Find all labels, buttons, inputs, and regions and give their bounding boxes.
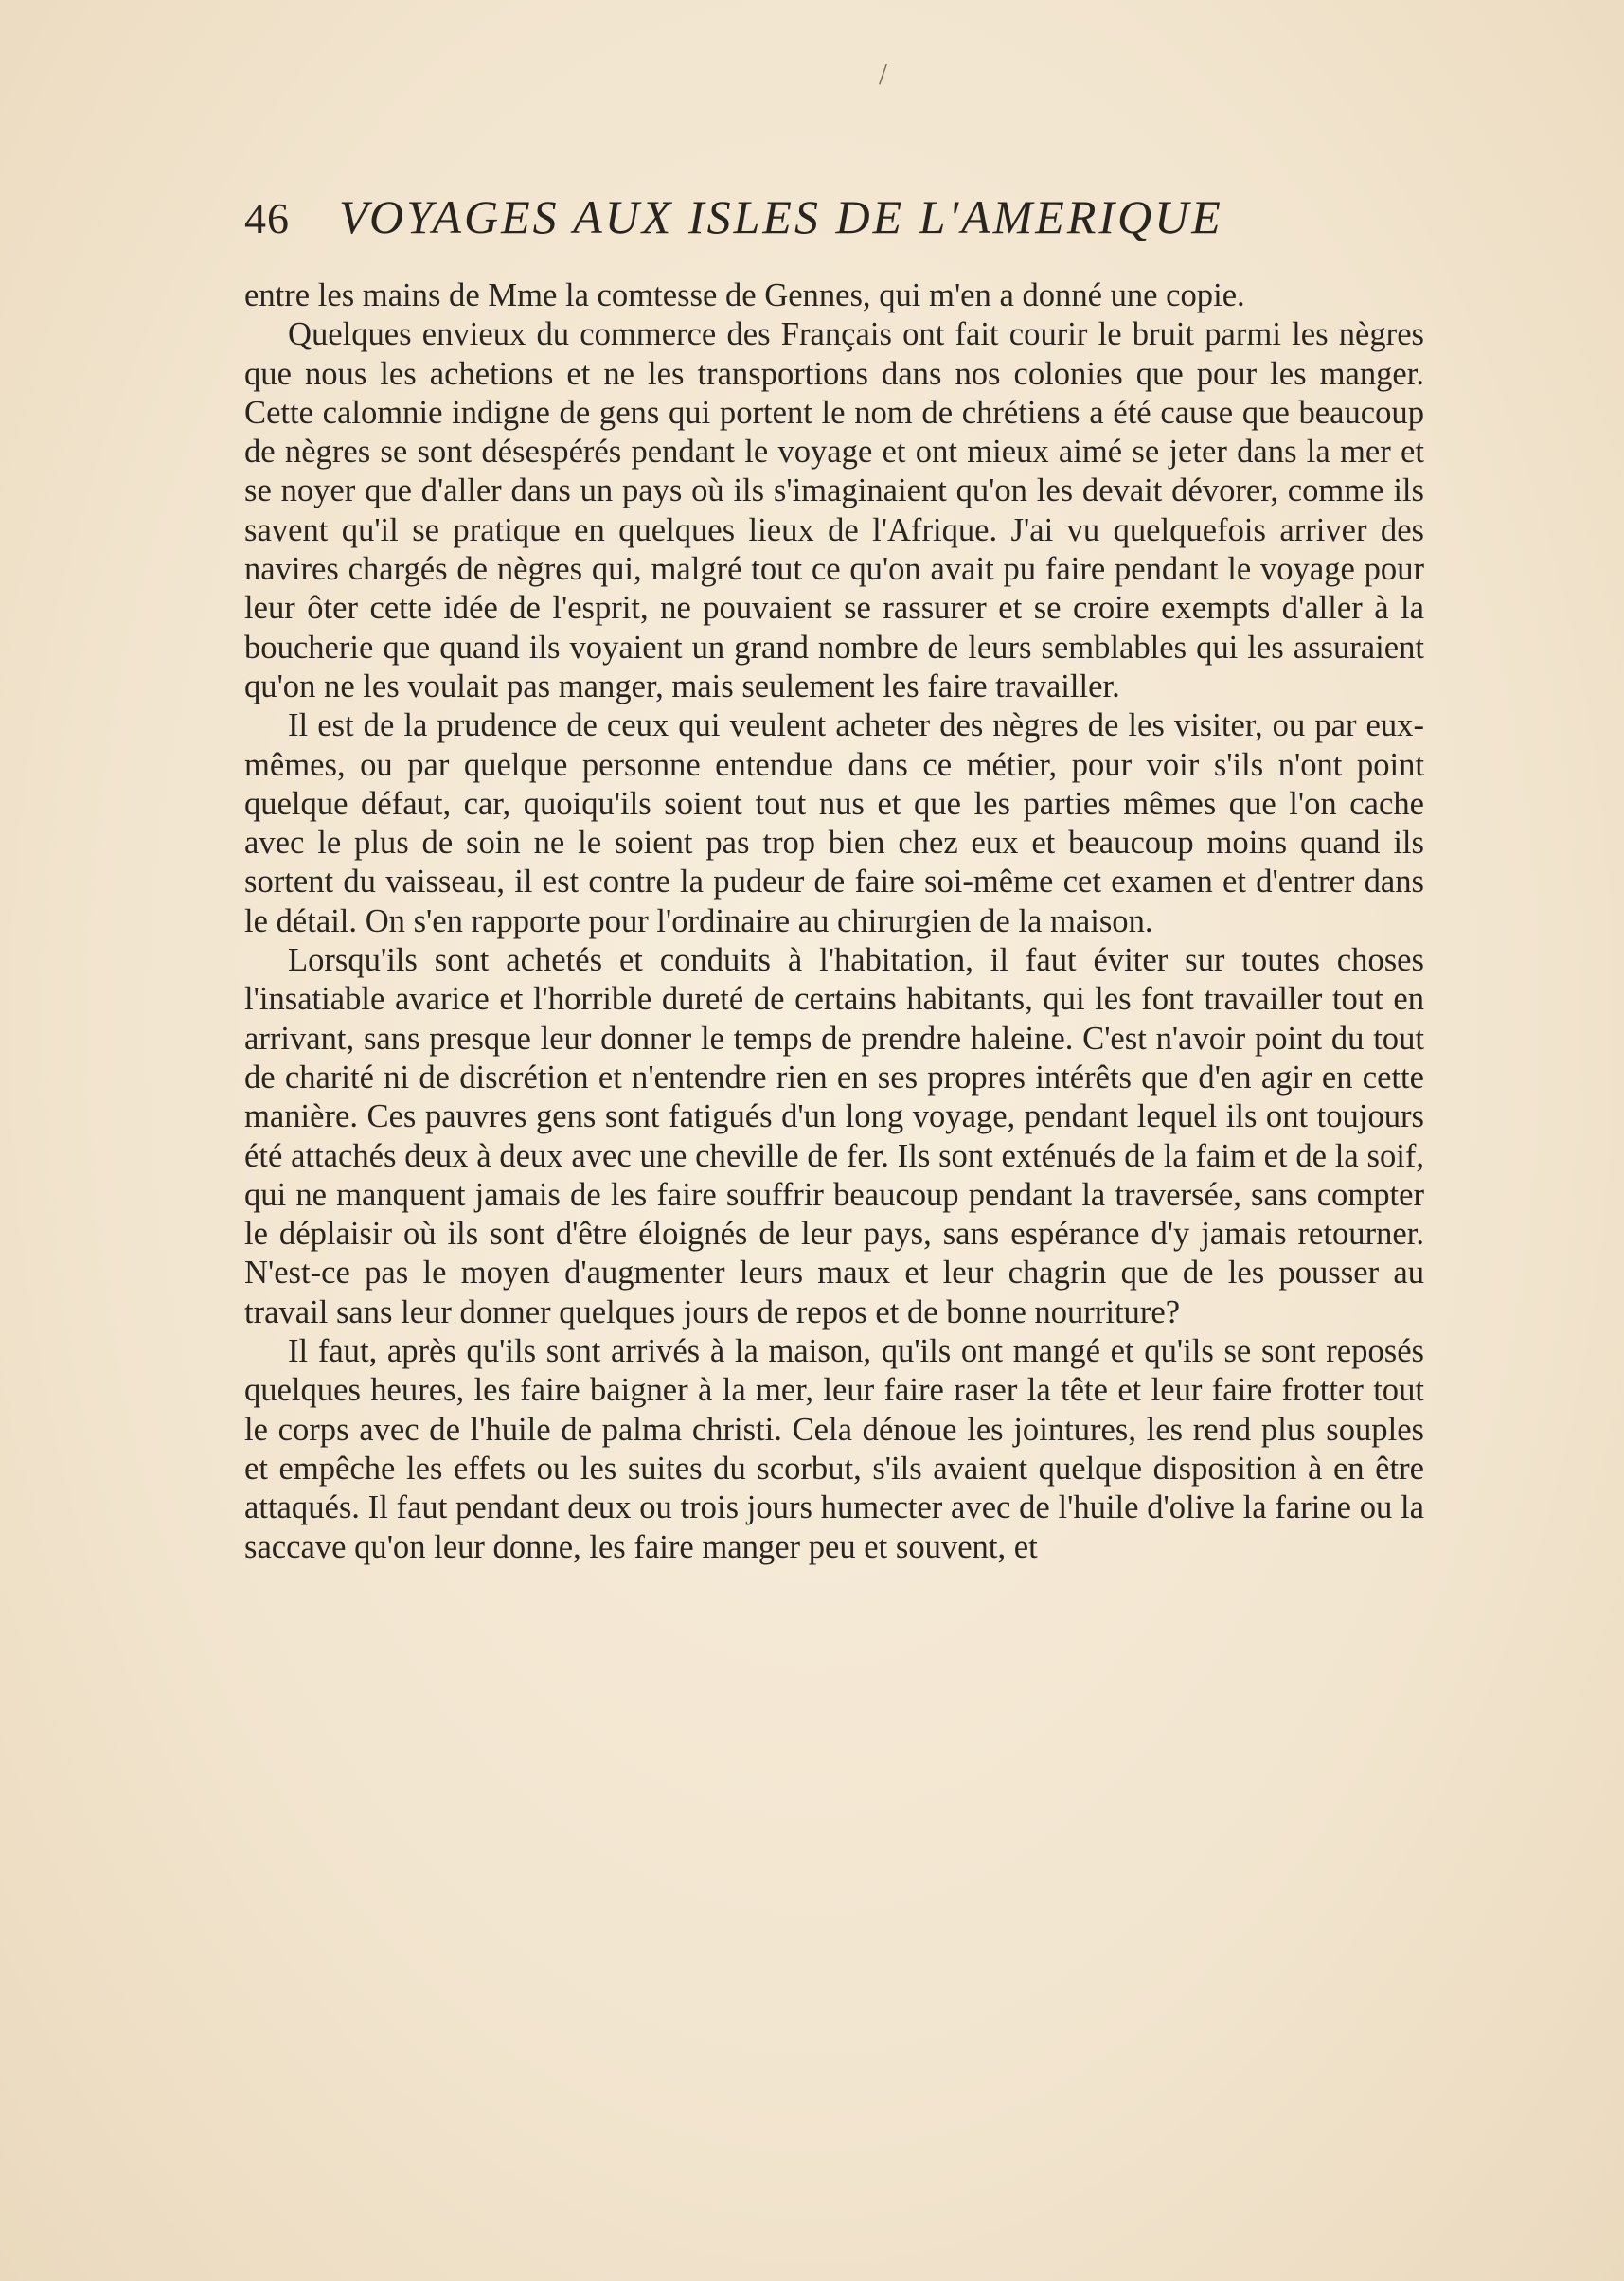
running-title: VOYAGES AUX ISLES DE L'AMERIQUE: [339, 190, 1223, 243]
page-number: 46: [244, 194, 290, 242]
paragraph: entre les mains de Mme la comtesse de Gennes, qui m'en a donné une copie.: [244, 277, 1245, 313]
page-mark: /: [879, 57, 887, 91]
book-page: [244, 189, 1424, 1567]
body-text: [244, 276, 1424, 1567]
page-header: [244, 189, 1424, 256]
paragraph: Lorsqu'ils sont achetés et conduits à l'habitation, il faut éviter sur toutes choses l'insatiable avarice et l'horrible dureté de certains habitants, qui les font travailler tout en arrivant, sans presque leur donner le temps de prendre haleine. C'est n'avoir point du tout de charité ni de discrétion et n'entendre rien en ses propres intérêts que d'en agir en cette manière. Ces pauvres gens sont fatigués d'un long voyage, pendant lequel ils ont toujours été attachés deux à deux avec une cheville de fer. Ils sont exténués de la faim et de la soif, qui ne manquent jamais de les faire souffrir beaucoup pendant la traversée, sans compter le déplaisir où ils sont d'être éloignés de leur pays, sans espérance d'y jamais retourner. N'est-ce pas le moyen d'augmenter leurs maux et leur chagrin que de les pousser au travail sans leur donner quelques jours de repos et de bonne nourriture?: [244, 942, 1424, 1330]
paragraph: Il faut, après qu'ils sont arrivés à la maison, qu'ils ont mangé et qu'ils se sont reposés quelques heures, les faire baigner à la mer, leur faire raser la tête et leur faire frotter tout le corps avec de l'huile de palma christi. Cela dénoue les jointures, les rend plus souples et empêche les effets ou les suites du scorbut, s'ils avaient quelque disposition à en être attaqués. Il faut pendant deux ou trois jours humecter avec de l'huile d'olive la farine ou la saccave qu'on leur donne, les faire manger peu et souvent, et: [244, 1333, 1424, 1565]
paragraph: Quelques envieux du commerce des Français ont fait courir le bruit parmi les nègres que nous les achetions et ne les transportions dans nos colonies que pour les manger. Cette calomnie indigne de gens qui portent le nom de chrétiens a été cause que beaucoup de nègres se sont désespérés pendant le voyage et ont mieux aimé se jeter dans la mer et se noyer que d'aller dans un pays où ils s'imaginaient qu'on les devait dévorer, comme ils savent qu'il se pratique en quelques lieux de l'Afrique. J'ai vu quelquefois arriver des navires chargés de nègres qui, malgré tout ce qu'on avait pu faire pendant le voyage pour leur ôter cette idée de l'esprit, ne pouvaient se rassurer et se croire exempts d'aller à la boucherie que quand ils voyaient un grand nombre de leurs semblables qui les assuraient qu'on ne les voulait pas manger, mais seulement les faire travailler.: [244, 316, 1424, 704]
paragraph: Il est de la prudence de ceux qui veulent acheter des nègres de les visiter, ou par eux-mêmes, ou par quelque personne entendue dans ce métier, pour voir s'ils n'ont point quelque défaut, car, quoiqu'ils soient tout nus et que les parties mêmes que l'on cache avec le plus de soin ne le soient pas trop bien chez eux et beaucoup moins quand ils sortent du vaisseau, il est contre la pudeur de faire soi-même cet examen et d'entrer dans le détail. On s'en rapporte pour l'ordinaire au chirurgien de la maison.: [244, 707, 1424, 939]
